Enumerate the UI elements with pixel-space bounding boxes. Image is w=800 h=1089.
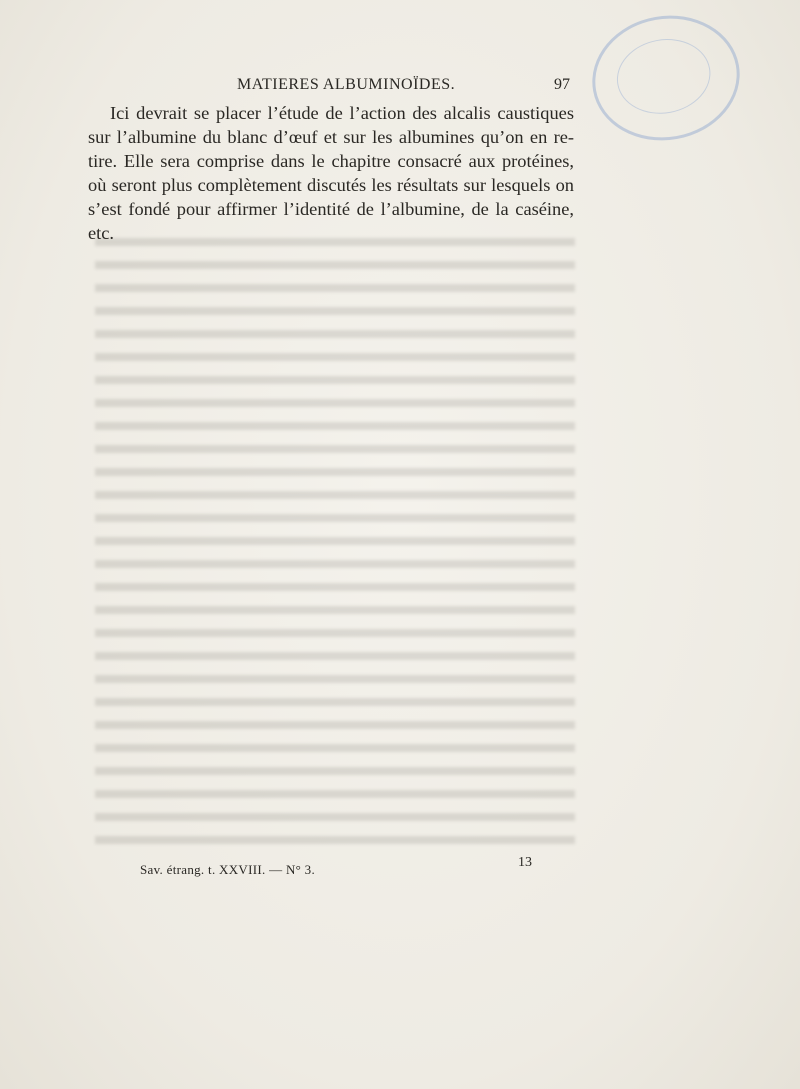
running-title: MATIERES ALBUMINOÏDES. [237, 76, 456, 93]
text-line: Ici devrait se placer l’étude de l’action des alcalis caustiques [110, 103, 574, 123]
text-line: où seront plus complètement discutés les résultats sur lesquels on [88, 175, 574, 195]
library-stamp [582, 4, 749, 152]
library-stamp-inner-ring [611, 32, 716, 121]
show-through-text [95, 228, 575, 848]
body-paragraph [88, 101, 574, 245]
footer-collection-label: Sav. étrang. t. XXVIII. — N° 3. [140, 862, 316, 877]
text-line: s’est fondé pour affirmer l’identité de l’albumine, de la caséine, etc. [88, 199, 574, 243]
running-header [140, 76, 570, 98]
page-number: 97 [554, 76, 570, 93]
text-line: sur l’albumine du blanc d’œuf et sur les albumines qu’on en re- [88, 127, 574, 147]
text-line: tire. Elle sera comprise dans le chapitre consacré aux protéines, [88, 151, 574, 171]
signature-mark: 13 [518, 855, 532, 870]
